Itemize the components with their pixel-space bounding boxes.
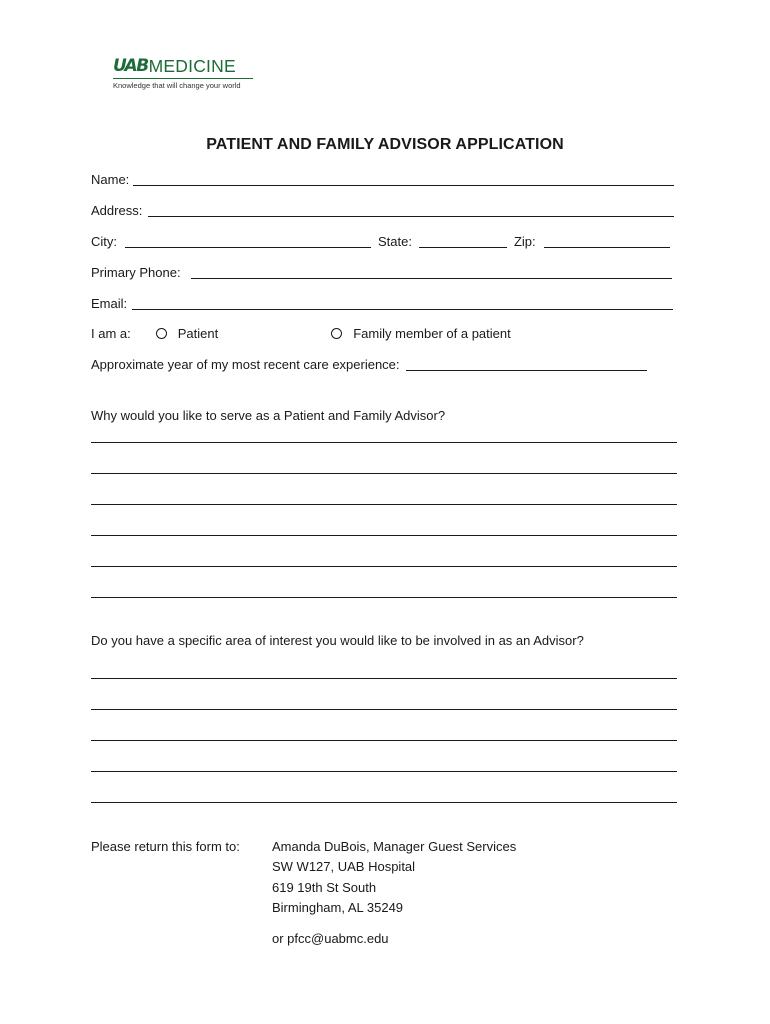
answer-line	[91, 566, 677, 567]
uab-medicine-logo	[113, 56, 253, 90]
answer-line	[91, 442, 677, 443]
phone-field[interactable]	[191, 264, 672, 279]
answer-line	[91, 802, 677, 803]
year-field[interactable]	[406, 356, 647, 371]
zip-label: Zip:	[513, 234, 536, 249]
name-field[interactable]	[133, 171, 674, 186]
logo-wordmark	[113, 56, 253, 76]
logo-divider	[113, 78, 253, 79]
family-member-radio[interactable]	[331, 328, 342, 339]
answer-line	[91, 678, 677, 679]
email-row	[91, 294, 673, 314]
email-field[interactable]	[132, 295, 673, 310]
patient-radio[interactable]	[156, 328, 167, 339]
city-label: City:	[91, 234, 117, 249]
answer-line	[91, 473, 677, 474]
form-title: PATIENT AND FAMILY ADVISOR APPLICATION	[206, 136, 564, 153]
year-label: Approximate year of my most recent care experience:	[91, 357, 400, 372]
logo-name: MEDICINE	[148, 56, 236, 76]
address-field[interactable]	[148, 202, 674, 217]
city-state-zip-row	[91, 232, 670, 252]
answer-line	[91, 597, 677, 598]
answer-line	[91, 771, 677, 772]
email-label: Email:	[91, 296, 128, 311]
year-row	[91, 355, 647, 375]
address-label: Address:	[91, 203, 143, 218]
address-row	[91, 201, 674, 221]
name-label: Name:	[91, 172, 130, 187]
answer-line	[91, 740, 677, 741]
return-email: or pfcc@uabmc.edu	[272, 931, 389, 946]
return-room: SW W127, UAB Hospital	[272, 859, 416, 874]
why-question: Why would you like to serve as a Patient and Family Advisor?	[91, 408, 446, 423]
return-recipient: Amanda DuBois, Manager Guest Services	[272, 839, 517, 854]
interest-question: Do you have a specific area of interest you would like to be involved in as an Advisor?	[91, 633, 584, 648]
role-row	[91, 324, 511, 344]
phone-label: Primary Phone:	[91, 265, 181, 280]
state-field[interactable]	[419, 233, 507, 248]
answer-line	[91, 504, 677, 505]
answer-line	[91, 535, 677, 536]
return-city: Birmingham, AL 35249	[272, 900, 404, 915]
return-street: 619 19th St South	[272, 880, 377, 895]
logo-mark: UAB	[113, 56, 148, 76]
city-field[interactable]	[125, 233, 371, 248]
zip-field[interactable]	[544, 233, 670, 248]
patient-option-label: Patient	[177, 326, 219, 341]
phone-row	[91, 263, 672, 283]
answer-line	[91, 709, 677, 710]
name-row	[91, 170, 674, 190]
return-label: Please return this form to:	[91, 839, 240, 854]
i-am-label: I am a:	[91, 326, 131, 341]
logo-tagline: Knowledge that will change your world	[113, 81, 241, 90]
family-option-label: Family member of a patient	[353, 326, 511, 341]
state-label: State:	[378, 234, 412, 249]
